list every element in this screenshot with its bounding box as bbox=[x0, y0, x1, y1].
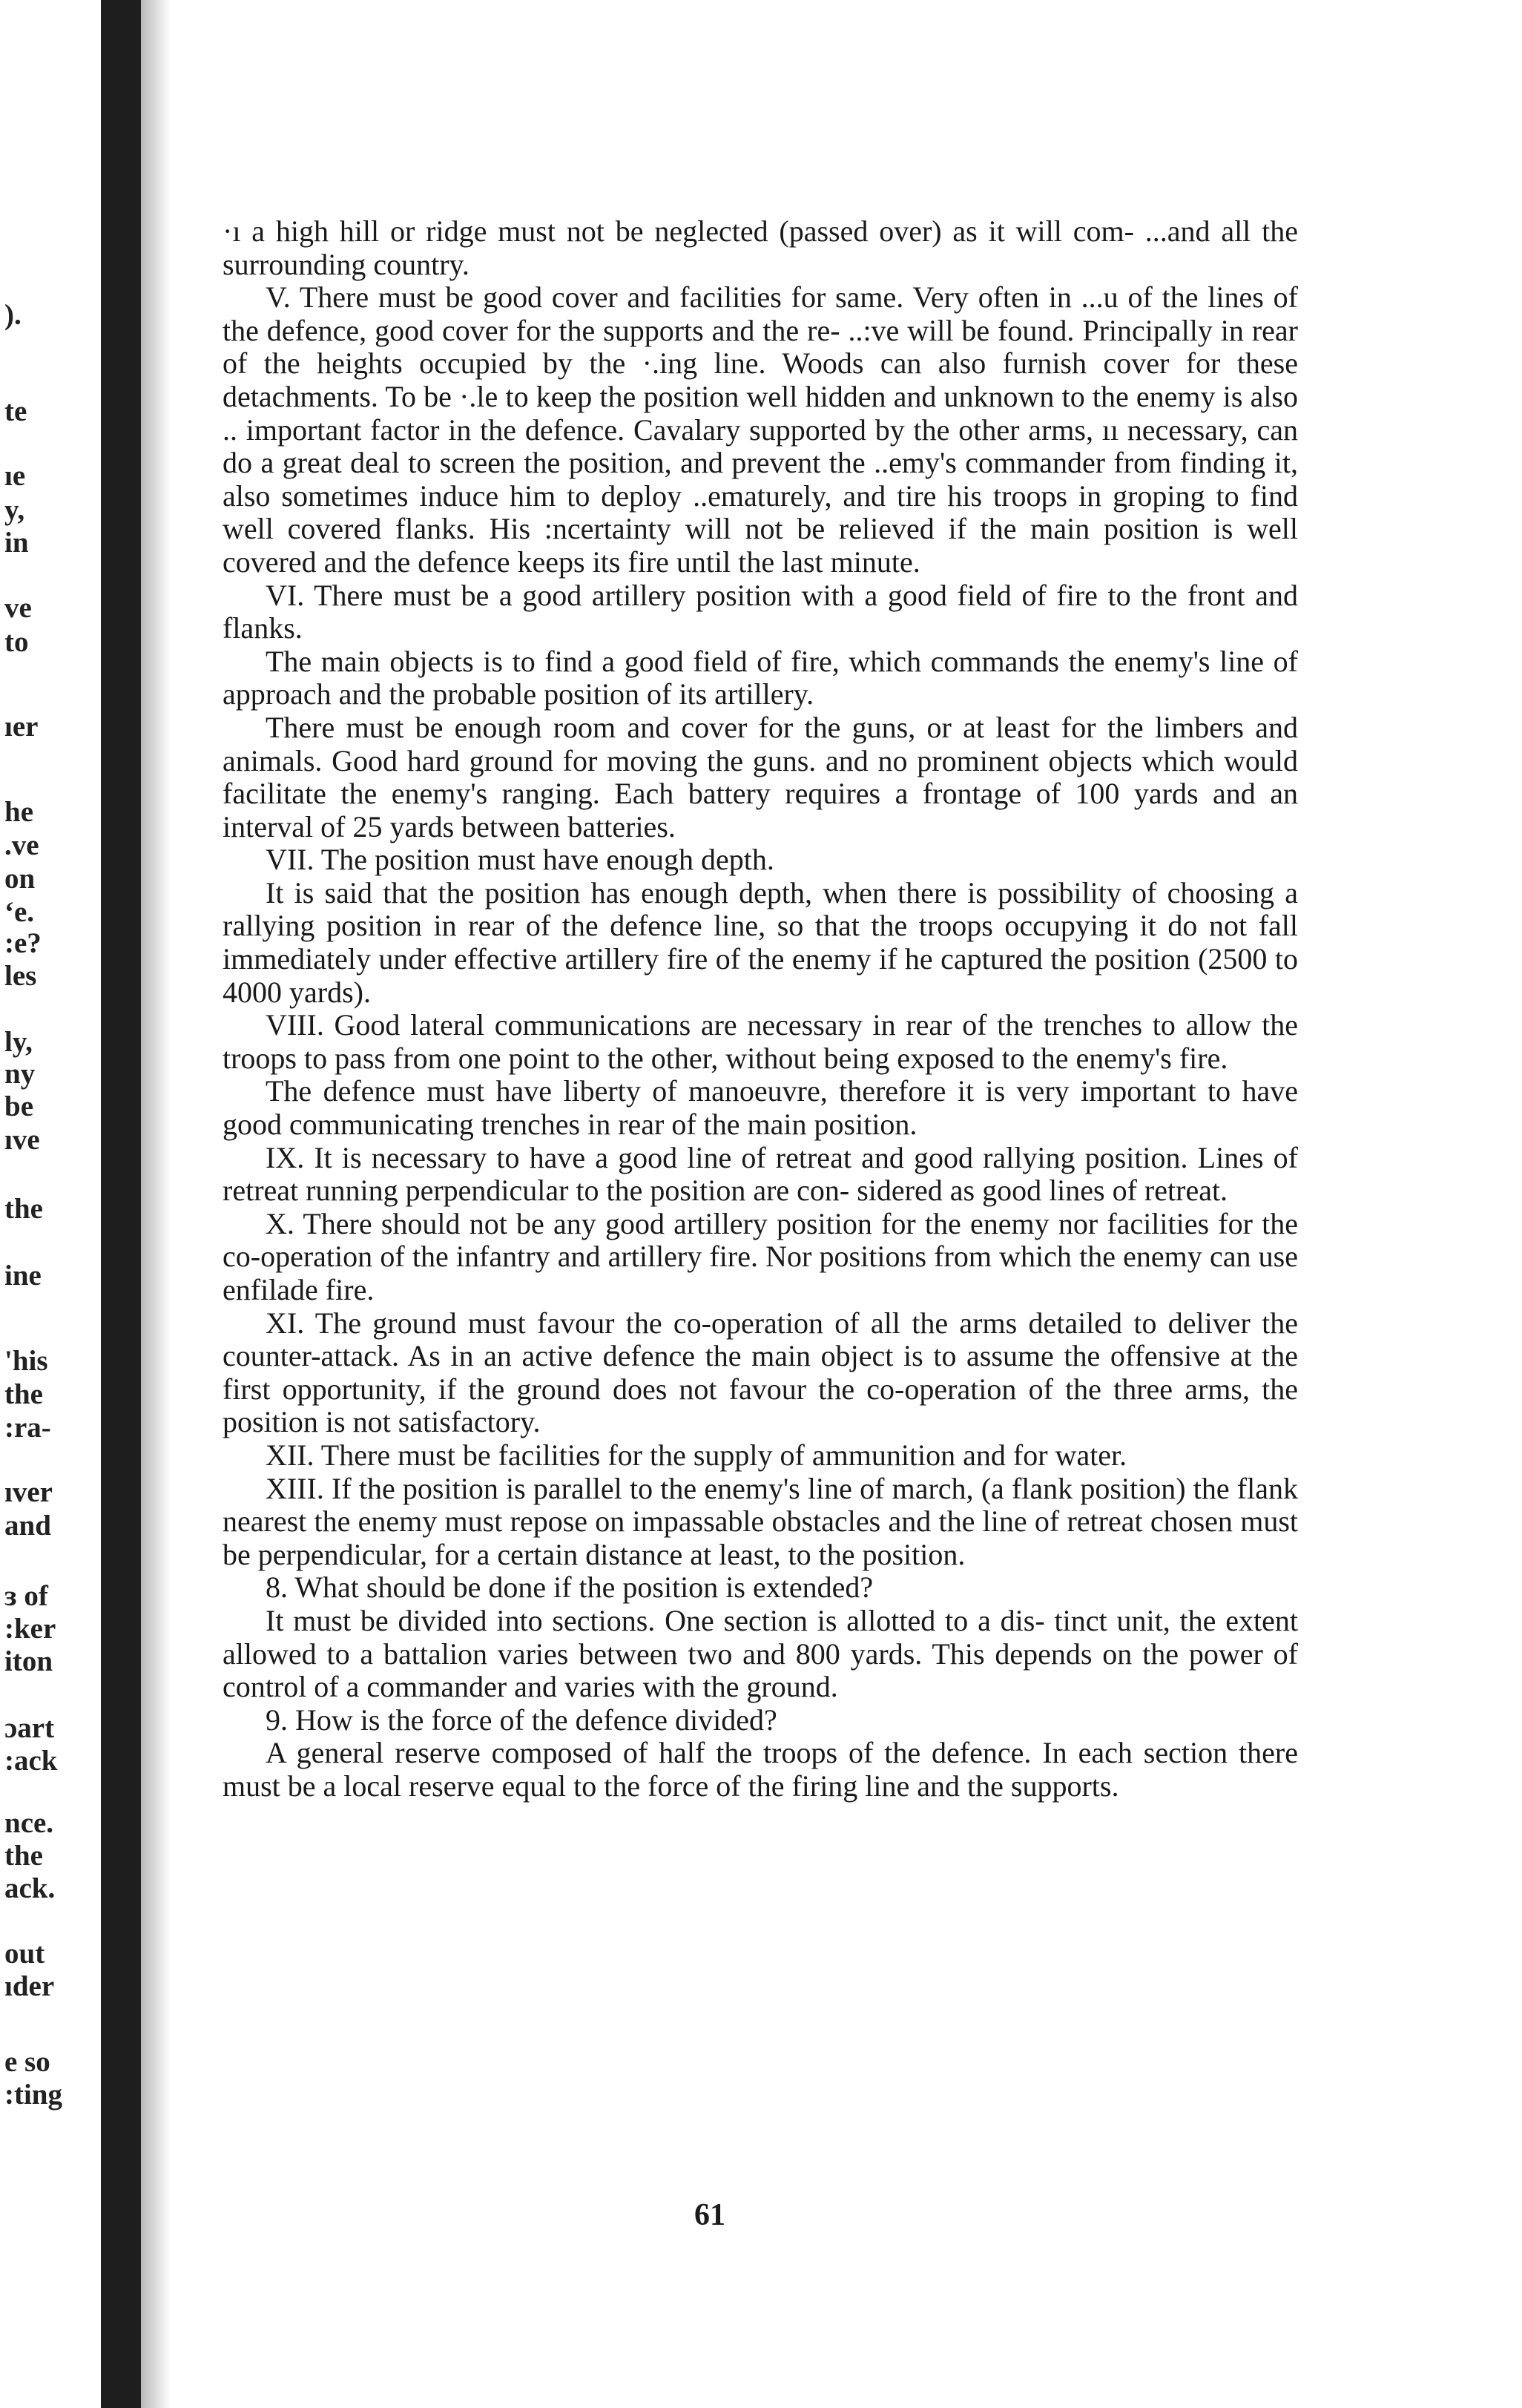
margin-fragment: 'his bbox=[4, 1345, 48, 1377]
paragraph-18: A general reserve composed of half the troops of the defence. In each section there must be a local reserve equal to the force of the firing line and the supports. bbox=[223, 1736, 1298, 1803]
margin-fragment: ine bbox=[4, 1260, 42, 1292]
paragraph-12: XI. The ground must favour the co-operation of all the arms detailed to deliver the counter-attack. As in an active defence the main object is to assume the offensive at the first opportunity, if the ground does not favour the co-operation of the three arms, the position is not satisfactory. bbox=[223, 1306, 1298, 1439]
margin-fragment: ıve bbox=[4, 1124, 40, 1156]
paragraph-14: XIII. If the position is parallel to the enemy's line of march, (a flank position) the flank nearest the enemy must repose on impassable obstacles and the line of retreat chosen must be perpendicular, for a certain distance at least, to the position. bbox=[223, 1471, 1298, 1571]
paragraph-10: IX. It is necessary to have a good line of retreat and good rallying position. Lines of retreat running perpendicular to the position are con- sidered as good lines of retreat. bbox=[223, 1140, 1298, 1208]
paragraph-8: VIII. Good lateral communications are necessary in rear of the trenches to allow the troops to pass from one point to the other, without being exposed to the enemy's fire. bbox=[223, 1008, 1298, 1075]
margin-fragment: nce. bbox=[4, 1807, 54, 1839]
page-number: 61 bbox=[694, 2198, 725, 2232]
margin-fragment: on bbox=[4, 863, 36, 895]
margin-fragment: e so bbox=[4, 2046, 50, 2078]
margin-fragment: ly, bbox=[4, 1026, 33, 1058]
margin-fragment: :ack bbox=[4, 1745, 58, 1777]
margin-fragment: ıe bbox=[4, 460, 26, 492]
paragraph-17: 9. How is the force of the defence divided? bbox=[266, 1703, 777, 1737]
margin-fragment: ıder bbox=[4, 1970, 55, 2002]
book-gutter bbox=[101, 0, 141, 2408]
facing-page-fragments bbox=[0, 0, 101, 2408]
margin-fragment: te bbox=[4, 395, 27, 427]
margin-fragment: ɜ of bbox=[4, 1580, 48, 1612]
margin-fragment: ve bbox=[4, 592, 32, 624]
margin-fragment: ny bbox=[4, 1058, 36, 1090]
margin-fragment: y, bbox=[4, 494, 25, 526]
margin-fragment: be bbox=[4, 1090, 33, 1122]
margin-fragment: :ting bbox=[4, 2079, 62, 2111]
margin-fragment: in bbox=[4, 527, 29, 559]
gutter-shadow bbox=[141, 0, 171, 2408]
page-body bbox=[223, 215, 1298, 1803]
margin-fragment: ). bbox=[4, 299, 22, 331]
margin-fragment: he bbox=[4, 796, 33, 828]
paragraph-4: The main objects is to find a good field of fire, which commands the enemy's line of approach and the probable position of its artillery. bbox=[223, 644, 1298, 711]
margin-fragment: the bbox=[4, 1378, 43, 1410]
paragraph-2: V. There must be good cover and facilities for same. Very often in ...u of the lines of the defence, good cover for the supports and the re- ..:ve will be found. Principally in rear of the heights occupied by the ·.ing line. Woods can also furnish cover for these detachments. To be ·.le to keep the position well hidden and unknown to the enemy is also .. important factor in the defence. Cavalary supported by the other arms, ıı necessary, can do a great deal to screen the position, and prevent the ..emy's commander from finding it, also sometimes induce him to deploy ..ematurely, and tire his troops in groping to find well covered flanks. His :ncertainty will not be relieved if the main position is well covered and the defence keeps its fire until the last minute. bbox=[223, 280, 1298, 579]
paragraph-9: The defence must have liberty of manoeuvre, therefore it is very important to have good communicating trenches in rear of the main position. bbox=[223, 1074, 1298, 1142]
paragraph-13: XII. There must be facilities for the supply of ammunition and for water. bbox=[266, 1438, 1127, 1472]
margin-fragment: :e? bbox=[4, 927, 42, 959]
paragraph-7: It is said that the position has enough depth, when there is possibility of choosing a rallying position in rear of the defence line, so that the troops occupying it do not fall immediately under effective artillery fire of the enemy if he captured the position (2500 to 4000 yards). bbox=[223, 875, 1298, 1009]
paragraph-16: It must be divided into sections. One section is allotted to a dis- tinct unit, the extent allowed to a battalion varies between two and 800 yards. This depends on the power of control of a commander and varies with the ground. bbox=[223, 1603, 1298, 1704]
paragraph-1: ·ı a high hill or ridge must not be neglected (passed over) as it will com- ...and all the surrounding country. bbox=[223, 214, 1298, 281]
margin-fragment: ʻe. bbox=[4, 896, 35, 928]
margin-fragment: .ve bbox=[4, 829, 39, 861]
margin-fragment: ıer bbox=[4, 711, 39, 743]
margin-fragment: :ker bbox=[4, 1613, 56, 1645]
paragraph-15: 8. What should be done if the position is extended? bbox=[266, 1570, 874, 1605]
margin-fragment: ɔart bbox=[4, 1712, 55, 1744]
margin-fragment: to bbox=[4, 626, 29, 658]
margin-fragment: ack. bbox=[4, 1872, 56, 1904]
paragraph-3: VI. There must be a good artillery position with a good field of fire to the front and flanks. bbox=[223, 578, 1298, 645]
margin-fragment: ıver bbox=[4, 1476, 53, 1508]
paragraph-5: There must be enough room and cover for the guns, or at least for the limbers and animals. Good hard ground for moving the guns. and no prominent objects which would facilitate the enemy's ranging. Each battery requires a frontage of 100 yards and an interval of 25 yards between batteries. bbox=[223, 710, 1298, 843]
margin-fragment: the bbox=[4, 1193, 43, 1225]
paragraph-11: X. There should not be any good artillery position for the enemy nor facilities for the co-operation of the infantry and artillery fire. Nor positions from which the enemy can use enfilade fire. bbox=[223, 1206, 1298, 1306]
margin-fragment: the bbox=[4, 1840, 43, 1872]
margin-fragment: out bbox=[4, 1938, 45, 1970]
margin-fragment: and bbox=[4, 1510, 51, 1542]
margin-fragment: les bbox=[4, 960, 37, 992]
margin-fragment: iton bbox=[4, 1645, 53, 1677]
margin-fragment: :ra- bbox=[4, 1412, 51, 1444]
paragraph-6: VII. The position must have enough depth. bbox=[266, 843, 774, 877]
